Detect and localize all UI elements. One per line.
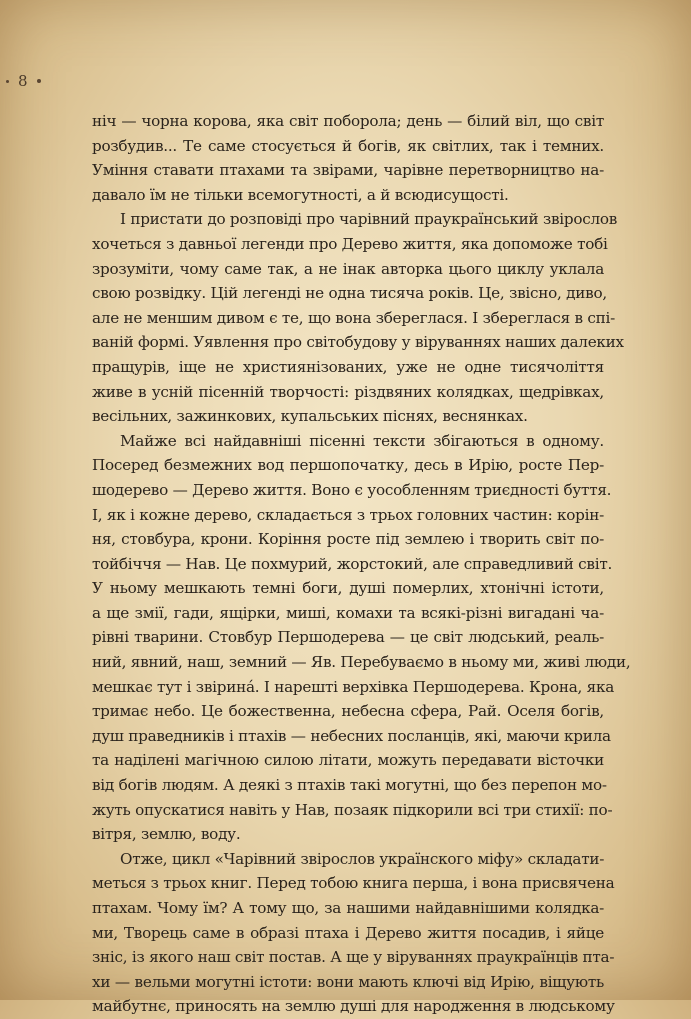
text-line: Посеред безмежних вод першопочатку, десь в Ирію, росте Пер- <box>92 456 604 475</box>
text-line: тойбіччя — Нав. Це похмурий, жорстокий, але справедливий світ. <box>92 554 613 573</box>
text-line: вітря, землю, воду. <box>92 825 241 844</box>
text-line: від богів людям. А деякі з птахів такі могутні, що без перепон мо- <box>92 776 607 795</box>
text-line: хочеться з давньої легенди про Дерево життя, яка допоможе тобі <box>92 234 608 253</box>
page-folio <box>6 72 41 90</box>
text-line: розбудив... Те саме стосується й богів, як світлих, так і темних. <box>92 136 604 155</box>
text-line: ніч — чорна корова, яка світ поборола; день — білий віл, що світ <box>92 112 604 130</box>
text-line: ваній формі. Уявлення про світобудову у віруваннях наших далеких <box>92 333 624 352</box>
text-line: тримає небо. Це божественна, небесна сфера, Рай. Оселя богів, <box>92 702 604 721</box>
text-line: та наділені магічною силою літати, можуть передавати вісточки <box>92 751 604 770</box>
text-line: зрозуміти, чому саме так, а не інак авторка цього циклу уклала <box>92 259 604 278</box>
text-line: але не меншим дивом є те, що вона збереглася. І збереглася в спі- <box>92 308 616 327</box>
folio-dot-right <box>37 79 41 83</box>
page-number: 8 <box>18 72 28 90</box>
text-line: зніс, із якого наш світ постав. А ще у віруваннях праукраїнців пта- <box>92 948 615 967</box>
folio-dot-left <box>6 80 9 83</box>
text-line: рівні тварини. Стовбур Першодерева — це світ людський, реаль- <box>92 628 604 647</box>
text-line: ми, Творець саме в образі птаха і Дерево життя посадив, і яйце <box>92 923 604 942</box>
text-line: пращурів, іще не християнізованих, уже не одне тисячоліття <box>92 357 604 376</box>
text-line: живе в усній пісенній творчості: різдвяних колядках, щедрівках, <box>92 382 604 401</box>
text-line: жуть опускатися навіть у Нав, позаяк підкорили всі три стихії: по- <box>92 800 613 819</box>
body-text <box>92 109 631 1019</box>
text-line: майбутнє, приносять на землю душі для народження в людському <box>92 997 615 1016</box>
text-line: душ праведників і птахів — небесних посланців, які, маючи крила <box>92 726 611 745</box>
text-line: І пристати до розповіді про чарівний праукраїнський звірослов <box>120 210 618 229</box>
text-line: У ньому мешкають темні боги, душі померлих, хтонічні істоти, <box>92 579 604 598</box>
text-line: ний, явний, наш, земний — Яв. Перебуваємо в ньому ми, живі люди, <box>92 653 631 672</box>
text-line: І, як і кожне дерево, складається з трьох головних частин: корін- <box>92 505 604 524</box>
text-line: меться з трьох книг. Перед тобою книга перша, і вона присвячена <box>92 874 615 893</box>
text-line: мешкає тут і звірина́. І нарешті верхівка Першодерева. Крона, яка <box>92 677 615 696</box>
text-line: Отже, цикл «Чарівний звірослов українского міфу» складати- <box>120 849 605 868</box>
text-line: а ще змії, гади, ящірки, миші, комахи та всякі-різні вигадані ча- <box>92 603 604 622</box>
text-line: хи — вельми могутні істоти: вони мають ключі від Ирію, віщують <box>92 972 604 991</box>
text-line: ня, стовбура, крони. Коріння росте під землею і творить світ по- <box>92 530 604 549</box>
text-line: шодерево — Дерево життя. Воно є уособленням триєдності буття. <box>92 480 612 499</box>
text-line: Уміння ставати птахами та звірами, чарівне перетворництво на- <box>92 161 604 180</box>
text-line: свою розвідку. Цій легенді не одна тисяча років. Це, звісно, диво, <box>92 284 607 303</box>
text-line: птахам. Чому їм? А тому що, за нашими найдавнішими колядка- <box>92 899 604 917</box>
text-line: Майже всі найдавніші пісенні тексти збігаються в одному. <box>120 431 604 450</box>
text-line: давало їм не тільки всемогутності, а й всюдисущості. <box>92 185 509 204</box>
text-line: весільних, зажинкових, купальських піснях, веснянках. <box>92 407 528 426</box>
